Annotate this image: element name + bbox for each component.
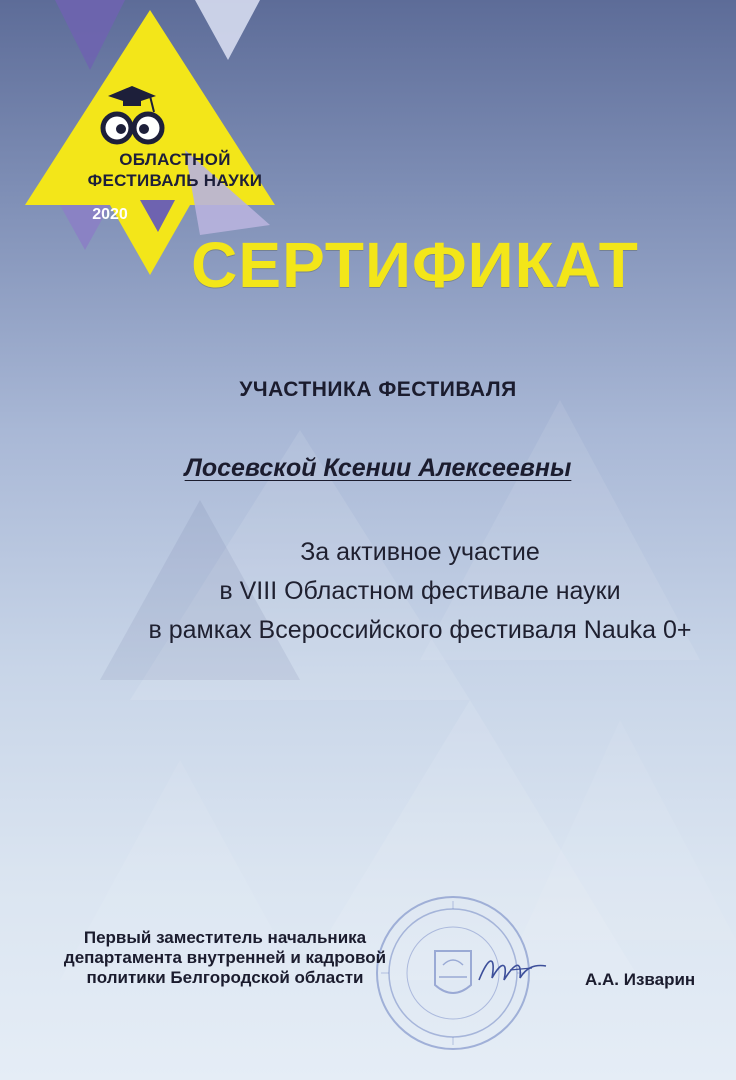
description-line-2: в VIII Областном фестивале науки: [219, 577, 621, 605]
description-line-1: За активное участие: [300, 538, 540, 566]
signer-name: А.А. Изварин: [585, 970, 696, 989]
description-line-3: в рамках Всероссийского фестиваля Nauka 0+: [148, 616, 692, 644]
signer-position: [40, 928, 410, 988]
recipient-name: Лосевской Ксении Алексеевны: [184, 454, 572, 482]
logo-line-2: ФЕСТИВАЛЬ НАУКИ: [87, 171, 263, 190]
logo-year: 2020: [92, 206, 128, 223]
logo-line-1: ОБЛАСТНОЙ: [119, 150, 231, 169]
recipient-name-block: [0, 454, 736, 483]
certificate-title: СЕРТИФИКАТ: [191, 229, 639, 301]
handwritten-signature: [474, 950, 554, 990]
signer-position-line-2: департамента внутренней и кадровой: [63, 948, 387, 967]
signer-position-line-3: политики Белгородской области: [86, 968, 364, 987]
signer-position-line-1: Первый заместитель начальника: [83, 928, 367, 947]
certificate-subtitle: УЧАСТНИКА ФЕСТИВАЛЯ: [239, 378, 517, 401]
